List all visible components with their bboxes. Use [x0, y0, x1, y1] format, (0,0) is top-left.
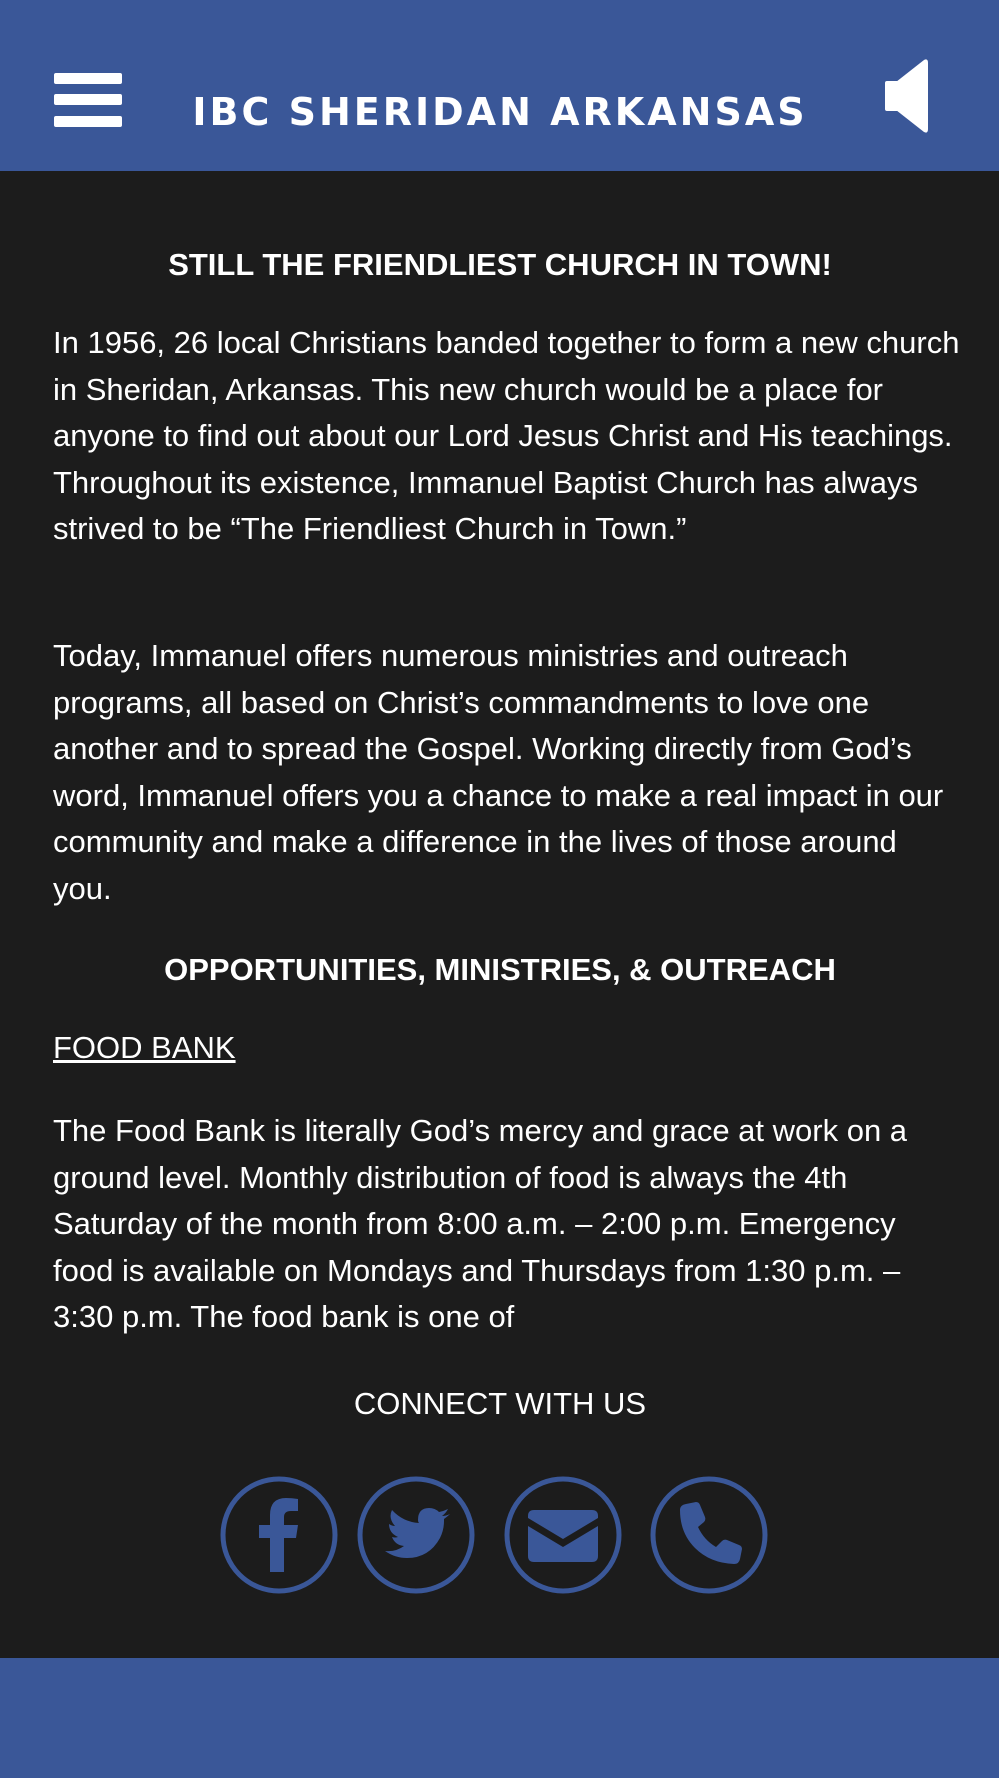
phone-button[interactable] — [650, 1476, 768, 1594]
twitter-button[interactable] — [357, 1476, 475, 1594]
facebook-icon — [220, 1476, 338, 1594]
hamburger-menu-icon — [54, 73, 122, 84]
site-footer — [0, 1658, 1000, 1778]
site-header — [0, 0, 1000, 171]
site-title[interactable]: IBC SHERIDAN ARKANSAS — [192, 90, 808, 134]
main-content — [0, 171, 1000, 1658]
facebook-button[interactable] — [220, 1476, 338, 1594]
email-icon — [504, 1476, 622, 1594]
today-paragraph: Today, Immanuel offers numerous ministries and outreach programs, all based on Christ’s commandments to love one another and to spread the Gospel. Working directly from God’s word, Immanuel offers you a chance to make a real impact in our community and make a difference in the lives of those around you. — [53, 638, 944, 906]
intro-paragraph: In 1956, 26 local Christians banded together to form a new church in Sheridan, Arkansas. This new church would be a place for anyone to find out about our Lord Jesus Christ and His teachings. Throughout its existence, Immanuel Baptist Church has always strived to be “The Friendliest Church in Town.” — [53, 325, 960, 546]
twitter-icon — [357, 1476, 475, 1594]
email-button[interactable] — [504, 1476, 622, 1594]
food-bank-link[interactable]: FOOD BANK — [53, 1030, 236, 1065]
menu-button[interactable] — [54, 70, 122, 130]
ministries-heading: OPPORTUNITIES, MINISTRIES, & OUTREACH — [164, 952, 836, 987]
connect-label: CONNECT WITH US — [353, 1386, 647, 1421]
food-bank-paragraph: The Food Bank is literally God’s mercy and grace at work on a ground level. Monthly distribution of food is always the 4th Saturday of the month from 8:00 a.m. – 2:00 p.m. Emergency food is available on Mondays and Thursdays from 1:30 p.m. – 3:30 p.m. The food bank is one of — [53, 1113, 908, 1334]
speaker-icon — [884, 58, 934, 134]
welcome-heading: STILL THE FRIENDLIEST CHURCH IN TOWN! — [168, 247, 832, 282]
phone-icon — [650, 1476, 768, 1594]
sound-toggle-button[interactable] — [884, 58, 934, 134]
